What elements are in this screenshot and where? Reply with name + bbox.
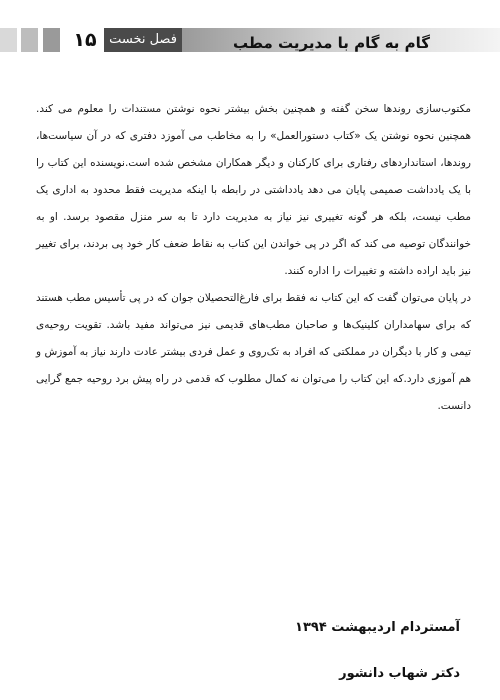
author-name: دکتر شهاب دانشور (339, 666, 460, 681)
place-date: آمستردام اردیبهشت ۱۳۹۴ (295, 620, 460, 635)
header-gradient-bar (182, 28, 500, 52)
decorative-square (0, 28, 17, 52)
chapter-label: فصل نخست (104, 28, 182, 52)
decorative-square (43, 28, 60, 52)
signature-block (20, 617, 460, 685)
book-title: گام به گام با مدیریت مطب (232, 34, 430, 52)
page-header (0, 22, 500, 54)
paragraph: مکتوب‌سازی روندها سخن گفته و همچنین بخش بیشتر نحوه نوشتن مستندات را معلوم می کند. همچنین نحوه نوشتن یک «کتاب دستورالعمل» را به مخاطب می آموزد دفتری که در آن سیاست‌ها، روندها، استانداردهای رفتاری برای کارکنان و دیگر همکاران مشخص شده است.نویسنده این کتاب را با یک یادداشت صمیمی پایان می دهد یادداشتی در رابطه با اینکه مدیریت فقط محدود به اداری یک مطب نیست، بلکه هر گونه تغییری نیز نیاز به مدیریت دارد تا به سر منزل مقصود برسد. او به خوانندگان توصیه می کند که اگر در پی خواندن این کتاب به نقاط ضعف کار خود پی بردند، برای تغییر نیز باید اراده داشته و تغییرات را اداره کنند. (36, 103, 471, 277)
decorative-square (21, 28, 38, 52)
body-text (36, 96, 471, 420)
page-number: ۱۵ (73, 29, 97, 51)
paragraph: در پایان می‌توان گفت که این کتاب نه فقط برای فارغ‌التحصیلان جوان که در پی تأسیس مطب هستند که برای سهامداران کلینیک‌ها و صاحبان مطب‌های قدیمی نیز می‌تواند مفید باشد. تقویت روحیه‌ی تیمی و کار با دیگران در مملکتی که افراد به تک‌روی و عمل فردی بیشتر عادت دارند نیاز به آموزش و هم آموزی دارد.که این کتاب را می‌توان نه کمال مطلوب که قدمی در راه پیش برد روحیه جمع گرایی دانست. (36, 292, 471, 412)
